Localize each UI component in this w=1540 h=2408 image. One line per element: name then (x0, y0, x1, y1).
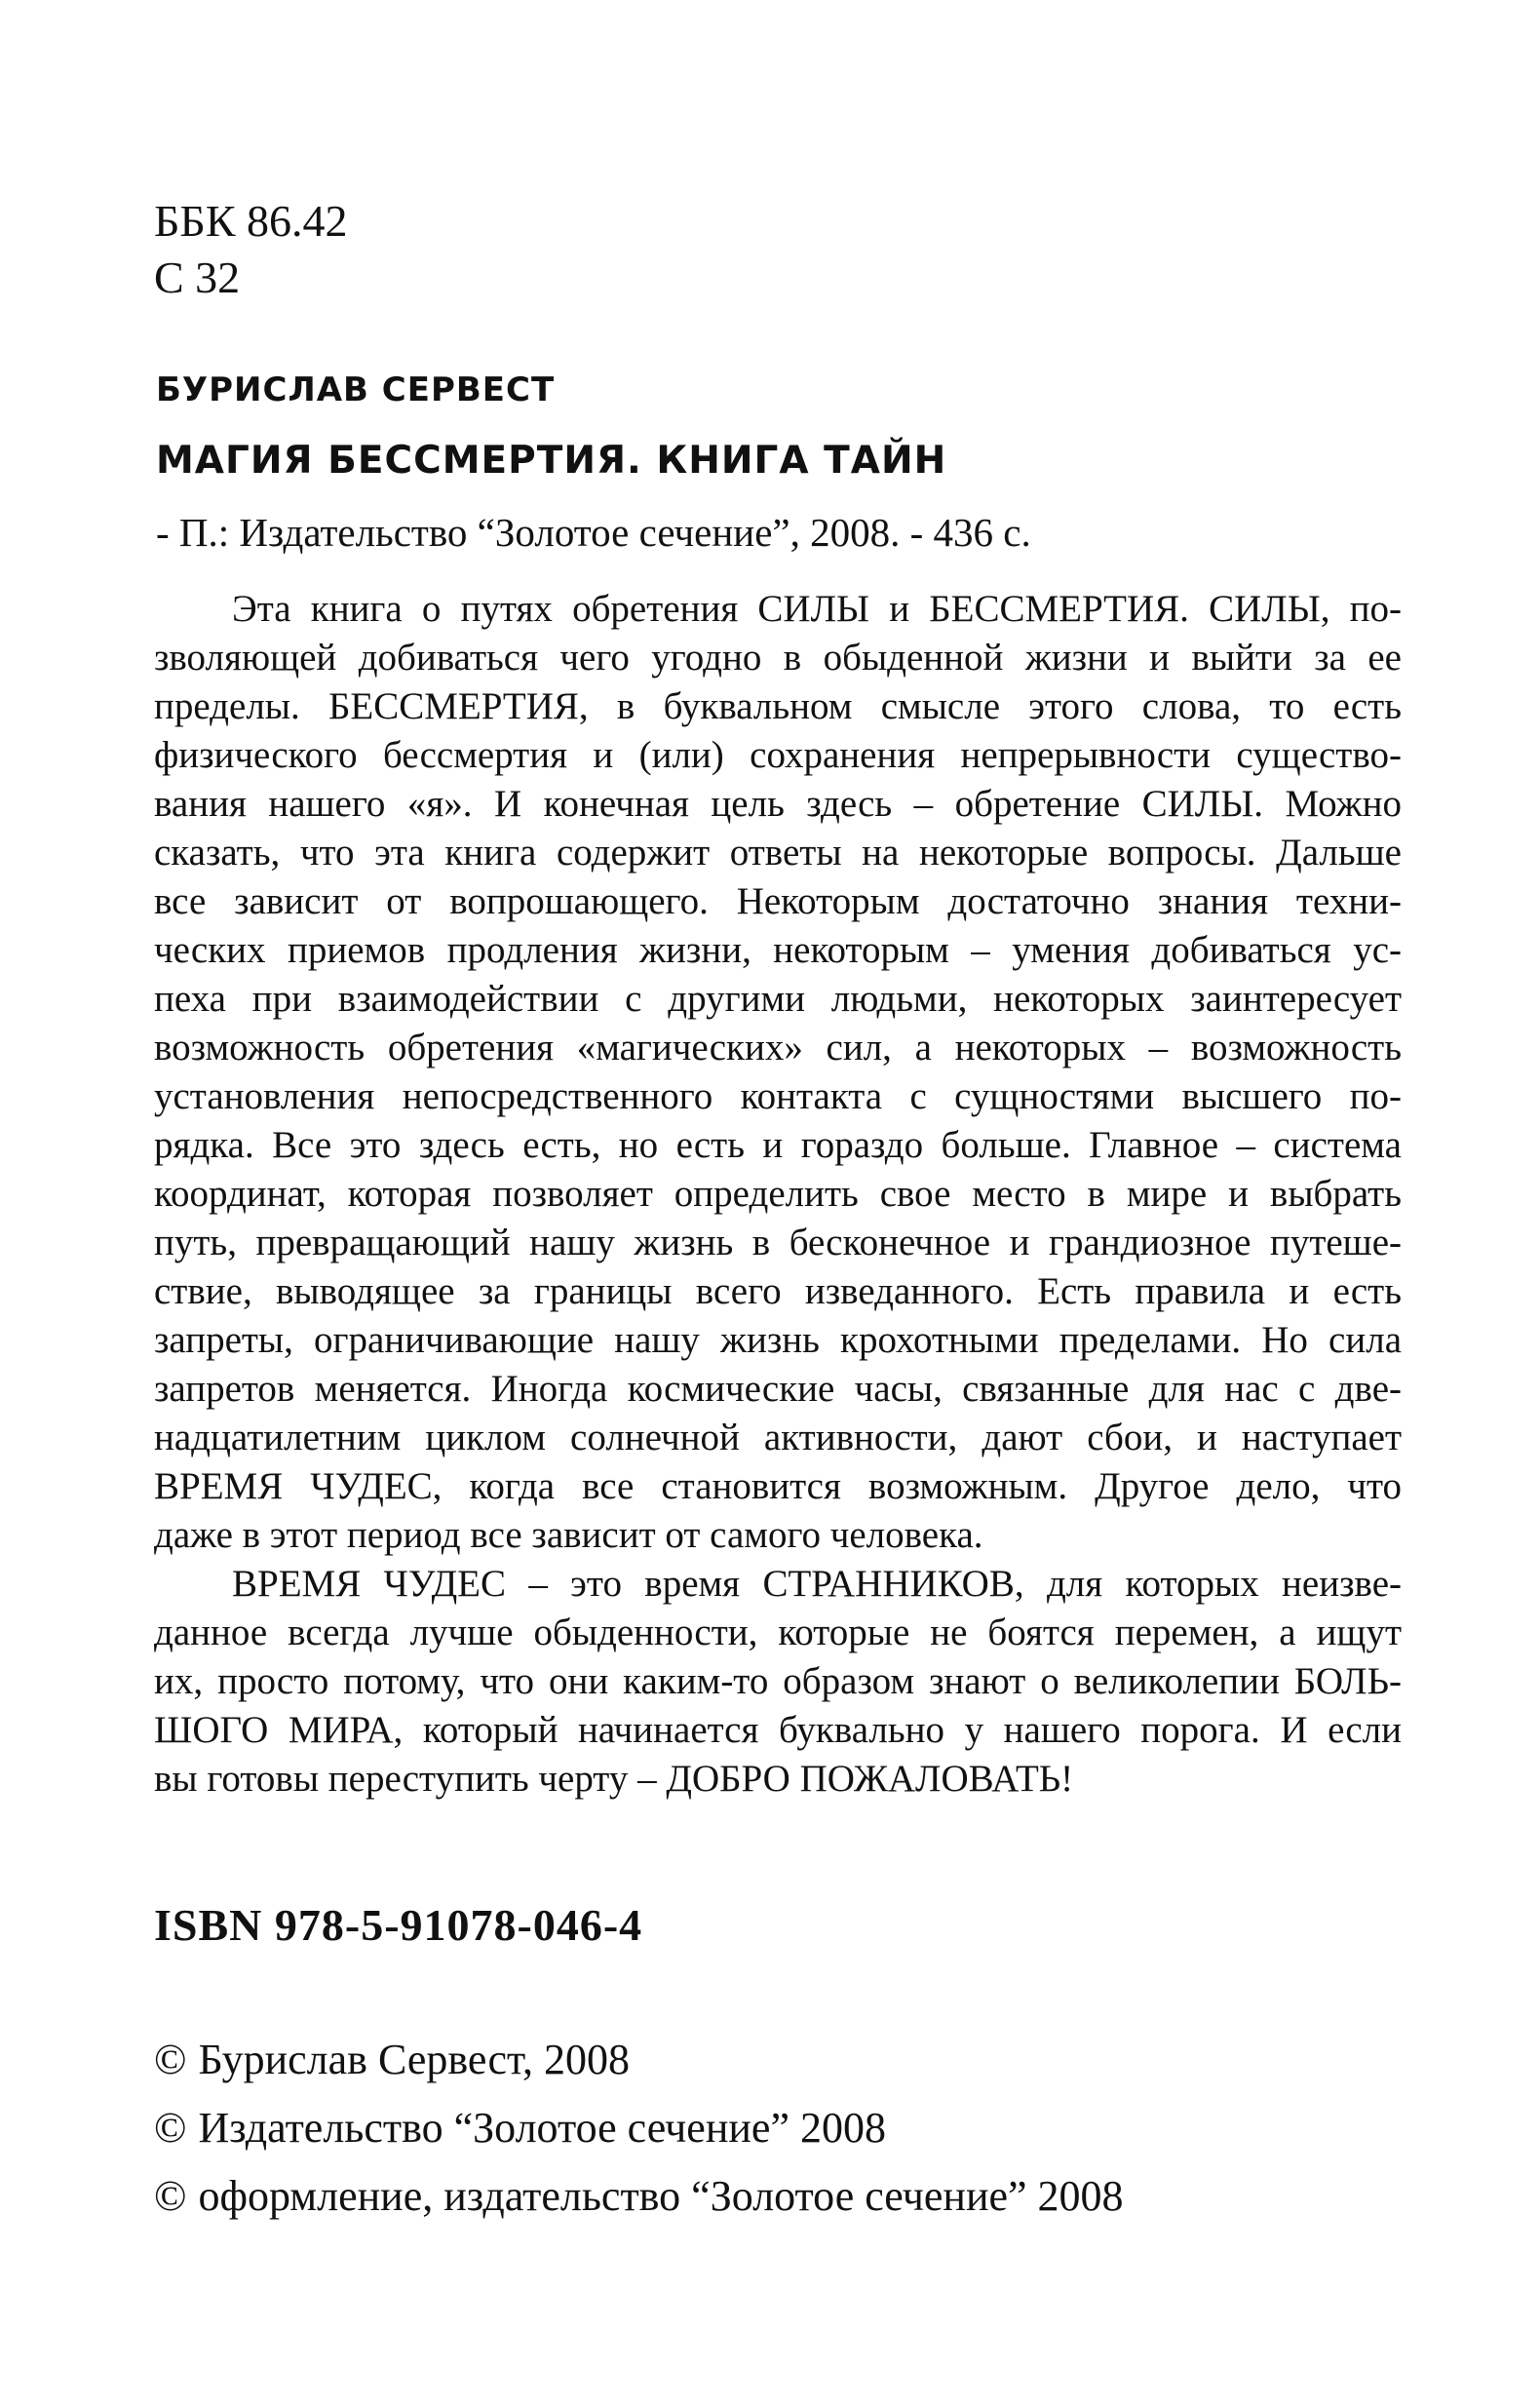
text-line: даже в этот период все зависит от самого человека. (154, 1514, 983, 1556)
text-line: ствие, выводящее за границы всего изведанного. Есть правила и есть (154, 1270, 1402, 1312)
text-line: вания нашего «я». И конечная цель здесь – обретение СИЛЫ. Можно (154, 783, 1402, 825)
text-line: вы готовы переступить черту – ДОБРО ПОЖАЛОВАТЬ! (154, 1758, 1074, 1800)
copyright-line (154, 2094, 1124, 2162)
abstract-paragraph-1 (154, 585, 1402, 1560)
text-line: данное всегда лучше обыденности, которые не боятся перемен, а ищут (154, 1612, 1402, 1653)
classification-block (154, 193, 348, 306)
copyright-icon: © (154, 2036, 187, 2083)
text-line: ШОГО МИРА, который начинается буквально у нашего порога. И если (154, 1709, 1402, 1751)
author-mark-code: С 32 (154, 252, 241, 302)
isbn-number: ISBN 978-5-91078-046-4 (154, 1900, 643, 1950)
text-line: возможность обретения «магических» сил, а некоторых – возможность (154, 1027, 1402, 1068)
text-line: ВРЕМЯ ЧУДЕС – это время СТРАННИКОВ, для которых неизве- (232, 1563, 1402, 1605)
text-line: координат, которая позволяет определить свое место в мире и выбрать (154, 1173, 1402, 1215)
copyright-line (154, 2026, 1124, 2094)
copyright-text: Издательство “Золотое сечение” 2008 (198, 2104, 886, 2152)
text-line: Эта книга о путях обретения СИЛЫ и БЕССМЕРТИЯ. СИЛЫ, по- (232, 588, 1402, 630)
publication-imprint: - П.: Издательство “Золотое сечение”, 2008. - 436 с. (156, 510, 1031, 555)
text-line: путь, превращающий нашу жизнь в бесконечное и грандиозное путеше- (154, 1222, 1402, 1263)
abstract-text (154, 585, 1402, 1804)
text-line: пределы. БЕССМЕРТИЯ, в буквальном смысле этого слова, то есть (154, 685, 1402, 727)
text-line: все зависит от вопрошающего. Некоторым достаточно знания техни- (154, 880, 1402, 922)
copyright-text: Бурислав Сервест, 2008 (198, 2036, 630, 2083)
text-line: запреты, ограничивающие нашу жизнь крохотными пределами. Но сила (154, 1319, 1402, 1361)
text-line: ческих приемов продления жизни, некоторым – умения добиваться ус- (154, 929, 1402, 971)
copyright-text: оформление, издательство “Золотое сечение” 2008 (198, 2172, 1124, 2220)
text-line: зволяющей добиваться чего угодно в обыденной жизни и выйти за ее (154, 637, 1402, 679)
copyright-icon: © (154, 2104, 187, 2152)
author-name: БУРИСЛАВ СЕРВЕСТ (156, 370, 556, 409)
text-line: рядка. Все это здесь есть, но есть и гораздо больше. Главное – система (154, 1124, 1402, 1166)
book-title: МАГИЯ БЕССМЕРТИЯ. КНИГА ТАЙН (156, 439, 947, 483)
text-line: запретов меняется. Иногда космические часы, связанные для нас с две- (154, 1368, 1402, 1410)
text-line: надцатилетним циклом солнечной активности, дают сбои, и наступает (154, 1417, 1402, 1458)
text-line: физического бессмертия и (или) сохранения непрерывности существо- (154, 734, 1402, 776)
abstract-paragraph-2 (154, 1560, 1402, 1804)
text-line: их, просто потому, что они каким-то образом знают о великолепии БОЛЬ- (154, 1660, 1402, 1702)
copyright-block (154, 2026, 1124, 2231)
bbk-code: ББК 86.42 (154, 196, 348, 246)
text-line: сказать, что эта книга содержит ответы на некоторые вопросы. Дальше (154, 832, 1402, 874)
copyright-icon: © (154, 2172, 187, 2220)
text-line: ВРЕМЯ ЧУДЕС, когда все становится возможным. Другое дело, что (154, 1465, 1402, 1507)
text-line: установления непосредственного контакта с сущностями высшего по- (154, 1075, 1402, 1117)
copyright-line (154, 2162, 1124, 2231)
text-line: пеха при взаимодействии с другими людьми, некоторых заинтересует (154, 978, 1402, 1020)
